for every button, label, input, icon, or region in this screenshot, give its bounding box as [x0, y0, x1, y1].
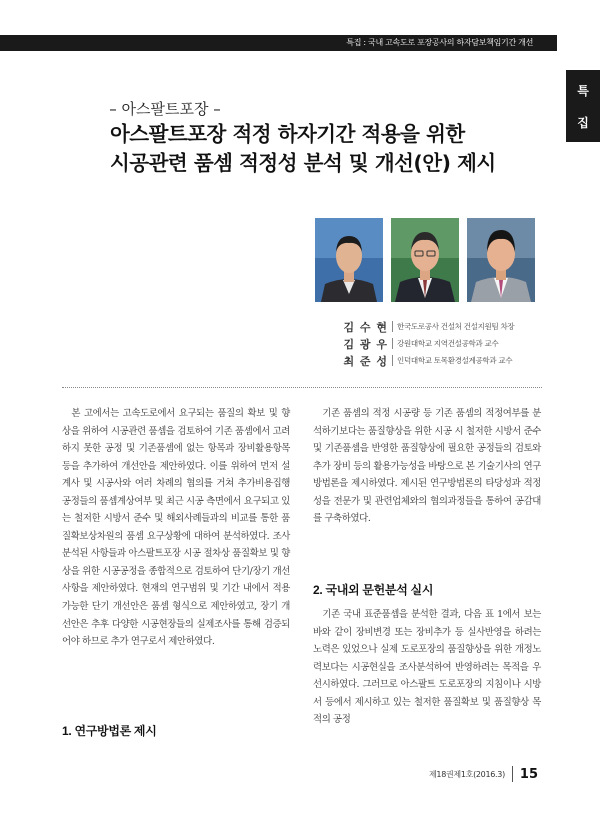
author-affiliation: 인덕대학교 토목환경설계공학과 교수	[397, 356, 513, 365]
section-divider	[62, 387, 542, 388]
article-subtitle: – 아스팔트포장 –	[109, 100, 221, 118]
footer-divider	[512, 766, 513, 782]
author-row	[339, 335, 579, 352]
author-name: 김 수 현	[343, 320, 388, 334]
title-line-1: 아스팔트포장 적정 하자기간 적용을 위한	[110, 122, 465, 146]
page-number: 15	[519, 766, 538, 782]
literature-paragraph: 기존 국내 표준품셈을 분석한 결과, 다음 표 1에서 보는 바와 같이 장비변경 또는 장비추가 등 실사반영을 하려는 노력은 있었으나 실제 도로포장의 품질향상을 위한 개정노력보다는 시공현실을 조사분석하여 반영하려는 목적을 우선시하였다. 그러므로 아스팔트 도로포장의 지침이나 시방서 등에서 제시하고 있는 철저한 품질확보 및 품질향상 목적의 공정	[313, 609, 541, 726]
section-heading-1: 1. 연구방법론 제시	[62, 724, 157, 738]
methodology-paragraph: 기존 품셈의 적정 시공량 등 기존 품셈의 적정여부를 분석하기보다는 품질향상을 위한 시공 시 철저한 시방서 준수 및 기존품셈을 반영한 품질향상에 필요한 공정들의 검토와 추가 장비 등의 활용가능성을 바탕으로 본 기술기사의 연구방법론을 제시하였다. 제시된 연구방법론의 타당성과 적정성을 전문가 및 관련업체와의 협의과정들을 통하여 공감대를 구축하였다.	[313, 408, 541, 525]
author-divider	[392, 321, 393, 332]
author-row	[339, 318, 579, 335]
running-header	[0, 35, 557, 51]
author-name: 최 준 성	[343, 354, 388, 368]
author-divider	[392, 355, 393, 366]
author-photo-1	[315, 218, 383, 302]
body-column-right	[313, 405, 541, 528]
section-heading-2: 2. 국내외 문헌분석 실시	[313, 583, 434, 597]
author-list	[339, 318, 579, 369]
issue-info: 제18권제1호(2016.3)	[428, 769, 505, 779]
author-photo-2	[391, 218, 459, 302]
abstract-paragraph: 본 고에서는 고속도로에서 요구되는 품질의 확보 및 향상을 위하여 시공관련 품셈을 검토하여 기존 품셈에서 고려하지 못한 공정 및 기존품셈에 없는 항목과 장비활용항목 등을 추가하여 개선안을 제안하였다. 이를 위하여 먼저 설계사 및 시공사와 여러 차례의 협의를 거쳐 추가비용집행 공정들의 품셈계상여부 및 최근 시공 측면에서 요구되고 있는 철저한 시방서 준수 및 해외사례들과의 비교를 통한 품질확보상차원의 품셈 요구상황에 대하여 분석하였다. 조사 분석된 사항들과 아스팔트포장 시공 절차상 품질확보 및 향상을 위한 시공공정을 종합적으로 검토하여 단기/장기 개선사항을 제안하였다. 현재의 연구범위 및 기간 내에서 적용 가능한 단기 개선안은 품셈 형식으로 제안하였고, 장기 개선안은 추후 다양한 시공현장들의 실제조사를 통해 검증되어야 하므로 추가 연구로서 제안하였다.	[62, 408, 290, 648]
running-title: 특집 : 국내 고속도로 포장공사의 하자담보책임기간 개선	[346, 38, 533, 47]
article-title	[0, 120, 600, 178]
side-tab-char-2: 집	[577, 116, 589, 130]
title-line-2: 시공관련 품셈 적정성 분석 및 개선(안) 제시	[110, 151, 496, 175]
author-photo-3	[467, 218, 535, 302]
author-row	[339, 352, 579, 369]
author-name: 김 광 우	[343, 337, 388, 351]
page-footer	[429, 766, 538, 782]
author-affiliation: 강원대학교 지역건설공학과 교수	[397, 339, 499, 348]
author-divider	[392, 338, 393, 349]
side-tab-char-1: 특	[577, 84, 589, 98]
body-column-left	[62, 405, 290, 651]
body-column-right-lower	[313, 606, 541, 729]
author-affiliation: 한국도로공사 건설처 건설지원팀 차장	[397, 322, 515, 331]
